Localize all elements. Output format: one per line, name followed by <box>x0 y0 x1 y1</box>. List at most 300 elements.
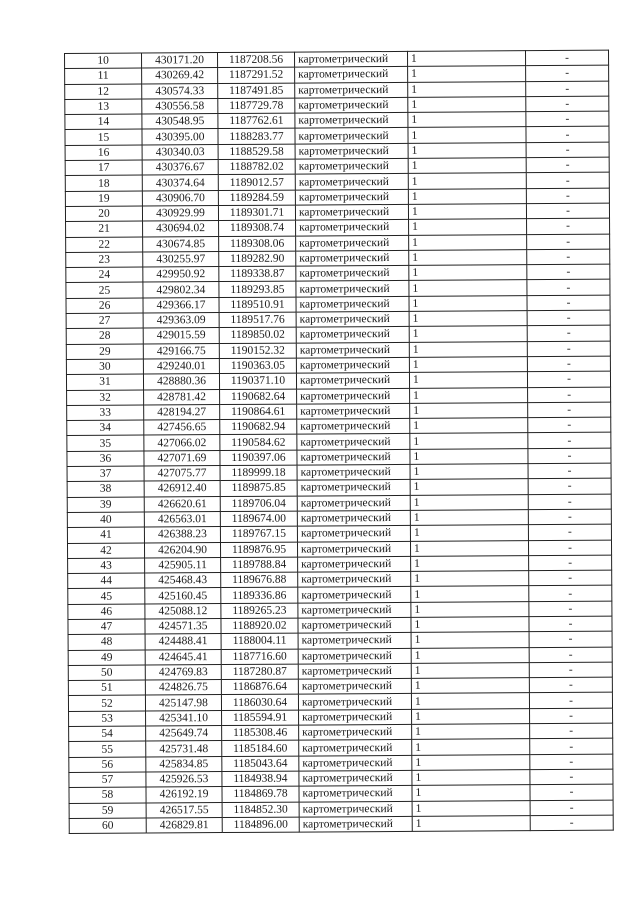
accuracy-cell: 1 <box>409 219 527 235</box>
accuracy-cell: 1 <box>411 663 529 679</box>
accuracy-cell: 1 <box>411 571 529 587</box>
accuracy-cell: 1 <box>409 372 527 388</box>
point-number-cell: 15 <box>65 130 142 146</box>
x-coordinate-cell: 427456.65 <box>144 420 220 436</box>
description-cell: - <box>528 463 611 479</box>
x-coordinate-cell: 426829.81 <box>146 817 222 833</box>
y-coordinate-cell: 1186876.64 <box>221 679 298 695</box>
description-cell: - <box>527 295 610 311</box>
method-cell: картометрический <box>298 694 411 710</box>
description-cell: - <box>527 326 610 342</box>
method-cell: картометрический <box>296 235 409 251</box>
method-cell: картометрический <box>295 204 408 220</box>
x-coordinate-cell: 424769.83 <box>145 664 221 680</box>
x-coordinate-cell: 426192.19 <box>146 787 222 803</box>
accuracy-cell: 1 <box>408 142 526 158</box>
point-number-cell: 48 <box>68 634 145 650</box>
point-number-cell: 50 <box>68 665 145 681</box>
point-number-cell: 49 <box>68 650 145 666</box>
x-coordinate-cell: 424488.41 <box>145 634 221 650</box>
accuracy-cell: 1 <box>408 97 526 113</box>
y-coordinate-cell: 1187729.78 <box>218 98 295 114</box>
point-number-cell: 36 <box>67 451 144 467</box>
method-cell: картометрический <box>297 434 410 450</box>
point-number-cell: 58 <box>69 787 146 803</box>
y-coordinate-cell: 1184896.00 <box>222 817 299 833</box>
description-cell: - <box>527 310 610 326</box>
coordinates-table-body <box>65 50 614 833</box>
method-cell: картометрический <box>299 724 412 740</box>
description-cell: - <box>526 157 609 173</box>
description-cell: - <box>528 509 611 525</box>
point-number-cell: 41 <box>67 527 144 543</box>
method-cell: картометрический <box>295 82 408 98</box>
method-cell: картометрический <box>297 419 410 435</box>
description-cell: - <box>527 356 610 372</box>
accuracy-cell: 1 <box>411 586 529 602</box>
point-number-cell: 60 <box>69 818 146 834</box>
point-number-cell: 45 <box>68 588 145 604</box>
x-coordinate-cell: 427075.77 <box>144 466 220 482</box>
method-cell: картометрический <box>296 357 409 373</box>
description-cell: - <box>527 341 610 357</box>
y-coordinate-cell: 1188283.77 <box>218 129 295 145</box>
description-cell: - <box>530 800 613 816</box>
method-cell: картометрический <box>298 617 411 633</box>
y-coordinate-cell: 1187762.61 <box>218 113 295 129</box>
accuracy-cell: 1 <box>410 540 528 556</box>
method-cell: картометрический <box>294 51 407 67</box>
method-cell: картометрический <box>299 770 412 786</box>
description-cell: - <box>526 96 609 112</box>
method-cell: картометрический <box>296 250 409 266</box>
y-coordinate-cell: 1184938.94 <box>222 771 299 787</box>
point-number-cell: 18 <box>65 175 142 191</box>
y-coordinate-cell: 1190584.62 <box>220 435 297 451</box>
x-coordinate-cell: 424645.41 <box>145 649 221 665</box>
accuracy-cell: 1 <box>408 204 526 220</box>
method-cell: картометрический <box>298 587 411 603</box>
x-coordinate-cell: 430395.00 <box>142 129 218 145</box>
point-number-cell: 55 <box>69 741 146 757</box>
x-coordinate-cell: 429802.34 <box>143 282 219 298</box>
description-cell: - <box>529 616 612 632</box>
description-cell: - <box>526 203 609 219</box>
accuracy-cell: 1 <box>410 448 528 464</box>
accuracy-cell: 1 <box>411 632 529 648</box>
accuracy-cell: 1 <box>409 280 527 296</box>
accuracy-cell: 1 <box>408 158 526 174</box>
description-cell: - <box>529 601 612 617</box>
x-coordinate-cell: 429240.01 <box>143 358 219 374</box>
point-number-cell: 40 <box>67 512 144 528</box>
y-coordinate-cell: 1189517.76 <box>219 312 296 328</box>
y-coordinate-cell: 1189293.85 <box>219 282 296 298</box>
x-coordinate-cell: 425905.11 <box>145 557 221 573</box>
description-cell: - <box>529 693 612 709</box>
accuracy-cell: 1 <box>412 754 530 770</box>
method-cell: картометрический <box>295 128 408 144</box>
method-cell: картометрический <box>297 403 410 419</box>
accuracy-cell: 1 <box>410 433 528 449</box>
x-coordinate-cell: 427071.69 <box>144 450 220 466</box>
y-coordinate-cell: 1189999.18 <box>220 465 297 481</box>
accuracy-cell: 1 <box>408 188 526 204</box>
point-number-cell: 59 <box>69 803 146 819</box>
x-coordinate-cell: 430548.95 <box>142 114 218 130</box>
accuracy-cell: 1 <box>409 311 527 327</box>
description-cell: - <box>526 127 609 143</box>
point-number-cell: 32 <box>67 390 144 406</box>
x-coordinate-cell: 430694.02 <box>143 221 219 237</box>
accuracy-cell: 1 <box>409 265 527 281</box>
y-coordinate-cell: 1189788.84 <box>221 557 298 573</box>
accuracy-cell: 1 <box>412 739 530 755</box>
description-cell: - <box>527 249 610 265</box>
y-coordinate-cell: 1189284.59 <box>218 190 295 206</box>
point-number-cell: 38 <box>67 481 144 497</box>
point-number-cell: 26 <box>66 298 143 314</box>
method-cell: картометрический <box>296 327 409 343</box>
accuracy-cell: 1 <box>409 357 527 373</box>
description-cell: - <box>530 739 613 755</box>
point-number-cell: 56 <box>69 757 146 773</box>
x-coordinate-cell: 430374.64 <box>142 175 218 191</box>
description-cell: - <box>528 448 611 464</box>
point-number-cell: 13 <box>65 99 142 115</box>
y-coordinate-cell: 1189301.71 <box>218 205 295 221</box>
description-cell: - <box>528 387 611 403</box>
y-coordinate-cell: 1189674.00 <box>220 511 297 527</box>
method-cell: картометрический <box>299 709 412 725</box>
description-cell: - <box>526 142 609 158</box>
y-coordinate-cell: 1189012.57 <box>218 174 295 190</box>
y-coordinate-cell: 1185308.46 <box>222 725 299 741</box>
y-coordinate-cell: 1189850.02 <box>219 327 296 343</box>
y-coordinate-cell: 1189676.88 <box>221 572 298 588</box>
description-cell: - <box>528 540 611 556</box>
method-cell: картометрический <box>298 663 411 679</box>
point-number-cell: 14 <box>65 114 142 130</box>
x-coordinate-cell: 430556.58 <box>142 98 218 114</box>
y-coordinate-cell: 1190682.94 <box>220 419 297 435</box>
description-cell: - <box>527 264 610 280</box>
accuracy-cell: 1 <box>410 464 528 480</box>
x-coordinate-cell: 425341.10 <box>146 710 222 726</box>
point-number-cell: 52 <box>68 695 145 711</box>
accuracy-cell: 1 <box>409 250 527 266</box>
x-coordinate-cell: 425147.98 <box>145 695 221 711</box>
description-cell: - <box>530 723 613 739</box>
point-number-cell: 35 <box>67 435 144 451</box>
description-cell: - <box>529 570 612 586</box>
accuracy-cell: 1 <box>410 510 528 526</box>
x-coordinate-cell: 425731.48 <box>146 741 222 757</box>
description-cell: - <box>526 188 609 204</box>
x-coordinate-cell: 425926.53 <box>146 772 222 788</box>
x-coordinate-cell: 426204.90 <box>144 542 220 558</box>
y-coordinate-cell: 1187716.60 <box>221 649 298 665</box>
description-cell: - <box>525 50 608 66</box>
accuracy-cell: 1 <box>410 494 528 510</box>
x-coordinate-cell: 430376.67 <box>142 160 218 176</box>
method-cell: картометрический <box>297 541 410 557</box>
method-cell: картометрический <box>298 602 411 618</box>
description-cell: - <box>528 417 611 433</box>
y-coordinate-cell: 1190682.64 <box>220 389 297 405</box>
point-number-cell: 57 <box>69 772 146 788</box>
method-cell: картометрический <box>299 740 412 756</box>
y-coordinate-cell: 1188529.58 <box>218 144 295 160</box>
description-cell: - <box>528 524 611 540</box>
x-coordinate-cell: 425468.43 <box>145 573 221 589</box>
x-coordinate-cell: 425088.12 <box>145 603 221 619</box>
accuracy-cell: 1 <box>411 693 529 709</box>
y-coordinate-cell: 1189510.91 <box>219 297 296 313</box>
method-cell: картометрический <box>297 480 410 496</box>
x-coordinate-cell: 430171.20 <box>142 53 218 69</box>
method-cell: картометрический <box>298 679 411 695</box>
y-coordinate-cell: 1190363.05 <box>219 358 296 374</box>
description-cell: - <box>528 478 611 494</box>
method-cell: картометрический <box>298 648 411 664</box>
description-cell: - <box>530 784 613 800</box>
method-cell: картометрический <box>295 174 408 190</box>
accuracy-cell: 1 <box>411 555 529 571</box>
y-coordinate-cell: 1188920.02 <box>221 618 298 634</box>
accuracy-cell: 1 <box>412 724 530 740</box>
method-cell: картометрический <box>296 266 409 282</box>
x-coordinate-cell: 430574.33 <box>142 83 218 99</box>
x-coordinate-cell: 429363.09 <box>143 313 219 329</box>
description-cell: - <box>529 677 612 693</box>
coordinates-table <box>64 50 614 834</box>
accuracy-cell: 1 <box>411 647 529 663</box>
accuracy-cell: 1 <box>409 295 527 311</box>
method-cell: картометрический <box>299 816 412 832</box>
y-coordinate-cell: 1187291.52 <box>218 67 295 83</box>
point-number-cell: 29 <box>66 344 143 360</box>
x-coordinate-cell: 427066.02 <box>144 435 220 451</box>
y-coordinate-cell: 1189767.15 <box>220 526 297 542</box>
y-coordinate-cell: 1185043.64 <box>222 756 299 772</box>
accuracy-cell: 1 <box>411 678 529 694</box>
x-coordinate-cell: 430929.99 <box>142 206 218 222</box>
description-cell: - <box>530 769 613 785</box>
x-coordinate-cell: 430340.03 <box>142 144 218 160</box>
method-cell: картометрический <box>295 158 408 174</box>
point-number-cell: 47 <box>68 619 145 635</box>
y-coordinate-cell: 1190397.06 <box>220 450 297 466</box>
y-coordinate-cell: 1186030.64 <box>221 695 298 711</box>
table-row <box>69 815 613 834</box>
method-cell: картометрический <box>297 526 410 542</box>
accuracy-cell: 1 <box>410 479 528 495</box>
method-cell: картометрический <box>296 342 409 358</box>
x-coordinate-cell: 425834.85 <box>146 756 222 772</box>
point-number-cell: 19 <box>65 191 142 207</box>
x-coordinate-cell: 428781.42 <box>144 389 220 405</box>
description-cell: - <box>529 586 612 602</box>
accuracy-cell: 1 <box>412 708 530 724</box>
accuracy-cell: 1 <box>412 816 530 832</box>
x-coordinate-cell: 430255.97 <box>143 251 219 267</box>
accuracy-cell: 1 <box>408 127 526 143</box>
y-coordinate-cell: 1185184.60 <box>222 740 299 756</box>
description-cell: - <box>528 402 611 418</box>
point-number-cell: 28 <box>66 328 143 344</box>
accuracy-cell: 1 <box>408 173 526 189</box>
point-number-cell: 27 <box>66 313 143 329</box>
y-coordinate-cell: 1189876.95 <box>220 542 297 558</box>
y-coordinate-cell: 1185594.91 <box>222 710 299 726</box>
description-cell: - <box>529 631 612 647</box>
description-cell: - <box>526 81 609 97</box>
method-cell: картометрический <box>296 373 409 389</box>
accuracy-cell: 1 <box>408 66 526 82</box>
description-cell: - <box>526 111 609 127</box>
accuracy-cell: 1 <box>410 525 528 541</box>
method-cell: картометрический <box>295 113 408 129</box>
x-coordinate-cell: 426912.40 <box>144 481 220 497</box>
y-coordinate-cell: 1189706.04 <box>220 496 297 512</box>
point-number-cell: 21 <box>66 221 143 237</box>
description-cell: - <box>527 280 610 296</box>
description-cell: - <box>530 754 613 770</box>
accuracy-cell: 1 <box>412 770 530 786</box>
accuracy-cell: 1 <box>409 341 527 357</box>
y-coordinate-cell: 1187491.85 <box>218 83 295 99</box>
point-number-cell: 12 <box>65 84 142 100</box>
accuracy-cell: 1 <box>411 601 529 617</box>
point-number-cell: 16 <box>65 145 142 161</box>
y-coordinate-cell: 1189875.85 <box>220 480 297 496</box>
description-cell: - <box>530 815 613 831</box>
y-coordinate-cell: 1188004.11 <box>221 633 298 649</box>
description-cell: - <box>526 65 609 81</box>
description-cell: - <box>527 218 610 234</box>
point-number-cell: 31 <box>66 374 143 390</box>
x-coordinate-cell: 424571.35 <box>145 619 221 635</box>
description-cell: - <box>529 662 612 678</box>
accuracy-cell: 1 <box>408 112 526 128</box>
accuracy-cell: 1 <box>407 51 525 67</box>
y-coordinate-cell: 1189308.06 <box>219 236 296 252</box>
x-coordinate-cell: 429366.17 <box>143 297 219 313</box>
x-coordinate-cell: 426563.01 <box>144 511 220 527</box>
method-cell: картометрический <box>298 556 411 572</box>
point-number-cell: 44 <box>68 573 145 589</box>
x-coordinate-cell: 425160.45 <box>145 588 221 604</box>
method-cell: картометрический <box>299 801 412 817</box>
accuracy-cell: 1 <box>409 326 527 342</box>
method-cell: картометрический <box>296 281 409 297</box>
accuracy-cell: 1 <box>412 800 530 816</box>
x-coordinate-cell: 424826.75 <box>145 680 221 696</box>
point-number-cell: 54 <box>69 726 146 742</box>
point-number-cell: 39 <box>67 497 144 513</box>
description-cell: - <box>526 173 609 189</box>
y-coordinate-cell: 1189265.23 <box>221 603 298 619</box>
y-coordinate-cell: 1187280.87 <box>221 664 298 680</box>
description-cell: - <box>529 647 612 663</box>
x-coordinate-cell: 428194.27 <box>144 404 220 420</box>
x-coordinate-cell: 430906.70 <box>142 190 218 206</box>
description-cell: - <box>527 234 610 250</box>
point-number-cell: 23 <box>66 252 143 268</box>
x-coordinate-cell: 429166.75 <box>143 343 219 359</box>
accuracy-cell: 1 <box>409 234 527 250</box>
point-number-cell: 10 <box>65 53 142 69</box>
y-coordinate-cell: 1190371.10 <box>219 373 296 389</box>
method-cell: картометрический <box>295 97 408 113</box>
point-number-cell: 30 <box>66 359 143 375</box>
method-cell: картометрический <box>297 510 410 526</box>
method-cell: картометрический <box>296 220 409 236</box>
y-coordinate-cell: 1189282.90 <box>219 251 296 267</box>
accuracy-cell: 1 <box>410 387 528 403</box>
y-coordinate-cell: 1189308.74 <box>219 220 296 236</box>
description-cell: - <box>527 371 610 387</box>
point-number-cell: 34 <box>67 420 144 436</box>
method-cell: картометрический <box>297 449 410 465</box>
method-cell: картометрический <box>296 296 409 312</box>
method-cell: картометрический <box>297 495 410 511</box>
point-number-cell: 51 <box>68 680 145 696</box>
method-cell: картометрический <box>299 755 412 771</box>
accuracy-cell: 1 <box>411 617 529 633</box>
point-number-cell: 42 <box>67 543 144 559</box>
description-cell: - <box>528 433 611 449</box>
point-number-cell: 25 <box>66 282 143 298</box>
method-cell: картометрический <box>299 786 412 802</box>
method-cell: картометрический <box>295 143 408 159</box>
y-coordinate-cell: 1184869.78 <box>222 786 299 802</box>
method-cell: картометрический <box>298 571 411 587</box>
x-coordinate-cell: 430269.42 <box>142 68 218 84</box>
accuracy-cell: 1 <box>410 403 528 419</box>
description-cell: - <box>528 494 611 510</box>
method-cell: картометрический <box>296 311 409 327</box>
method-cell: картометрический <box>297 464 410 480</box>
x-coordinate-cell: 429015.59 <box>143 328 219 344</box>
x-coordinate-cell: 430674.85 <box>143 236 219 252</box>
description-cell: - <box>529 555 612 571</box>
point-number-cell: 17 <box>65 160 142 176</box>
point-number-cell: 20 <box>65 206 142 222</box>
method-cell: картометрический <box>295 189 408 205</box>
y-coordinate-cell: 1190864.61 <box>220 404 297 420</box>
point-number-cell: 11 <box>65 68 142 84</box>
x-coordinate-cell: 425649.74 <box>146 726 222 742</box>
point-number-cell: 53 <box>69 711 146 727</box>
x-coordinate-cell: 429950.92 <box>143 267 219 283</box>
y-coordinate-cell: 1190152.32 <box>219 343 296 359</box>
y-coordinate-cell: 1189338.87 <box>219 266 296 282</box>
accuracy-cell: 1 <box>412 785 530 801</box>
method-cell: картометрический <box>297 388 410 404</box>
x-coordinate-cell: 426620.61 <box>144 496 220 512</box>
x-coordinate-cell: 426517.55 <box>146 802 222 818</box>
x-coordinate-cell: 428880.36 <box>143 374 219 390</box>
accuracy-cell: 1 <box>408 81 526 97</box>
y-coordinate-cell: 1188782.02 <box>218 159 295 175</box>
accuracy-cell: 1 <box>410 418 528 434</box>
point-number-cell: 33 <box>67 405 144 421</box>
point-number-cell: 22 <box>66 237 143 253</box>
y-coordinate-cell: 1184852.30 <box>222 802 299 818</box>
point-number-cell: 37 <box>67 466 144 482</box>
